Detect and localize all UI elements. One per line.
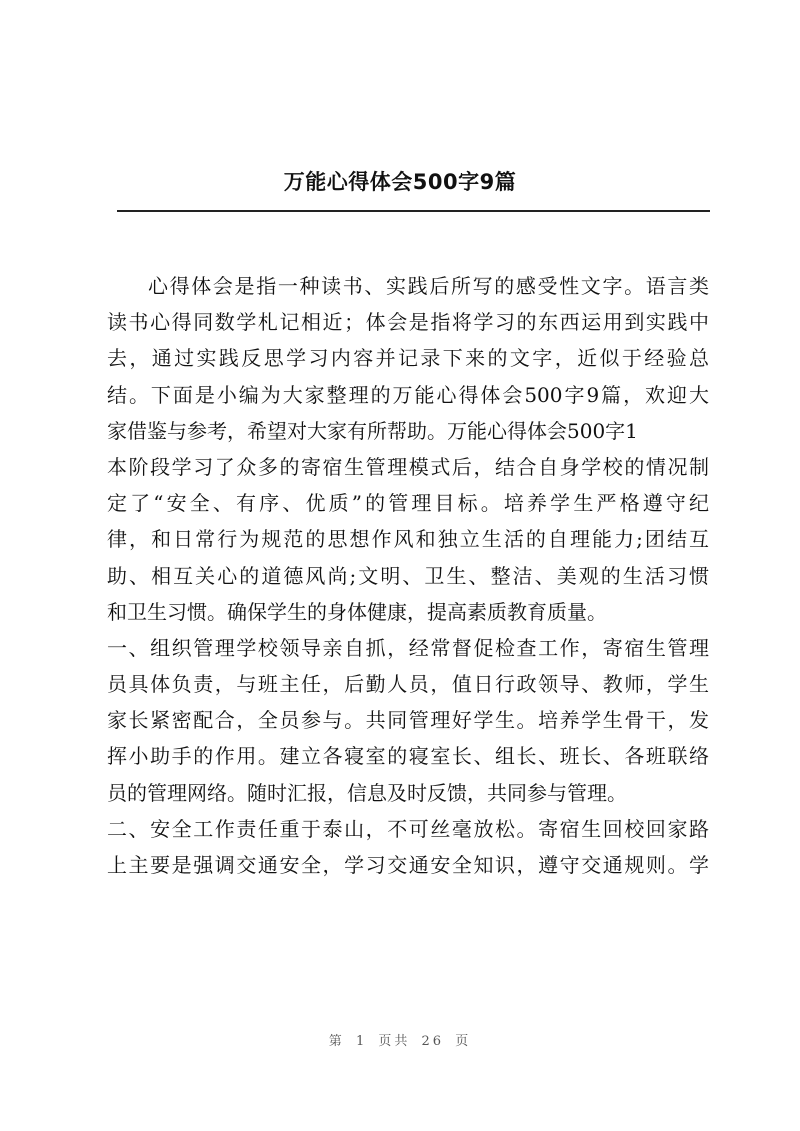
footer-label-of: 页共 bbox=[378, 1034, 411, 1049]
paragraph-line: 定了“安全、有序、优质”的管理目标。培养学生严格遵守纪 bbox=[107, 491, 709, 516]
paragraph-line: 员的管理网络。随时汇报，信息及时反馈，共同参与管理。 bbox=[107, 780, 627, 805]
total-pages: 26 bbox=[421, 1034, 445, 1049]
paragraph-line: 律，和日常行为规范的思想作风和独立生活的自理能力;团结互 bbox=[107, 527, 709, 552]
paragraph-line: 家借鉴与参考，希望对大家有所帮助。万能心得体会500字1 bbox=[107, 418, 638, 443]
paragraph-line: 读书心得同数学札记相近；体会是指将学习的东西运用到实践中 bbox=[107, 310, 709, 335]
page-footer bbox=[0, 1030, 800, 1049]
paragraph-line: 和卫生习惯。确保学生的身体健康，提高素质教育质量。 bbox=[107, 599, 607, 624]
footer-label-pages: 页 bbox=[455, 1034, 472, 1049]
paragraph-line: 去，通过实践反思学习内容并记录下来的文字，近似于经验总 bbox=[107, 346, 709, 371]
paragraph-line: 心得体会是指一种读书、实践后所写的感受性文字。语言类 bbox=[148, 274, 709, 298]
paragraph-line: 助、相互关心的道德风尚;文明、卫生、整洁、美观的生活习惯 bbox=[107, 563, 709, 588]
paragraph-line: 本阶段学习了众多的寄宿生管理模式后，结合自身学校的情况制 bbox=[107, 454, 709, 479]
paragraph-line: 员具体负责，与班主任，后勤人员，值日行政领导、教师，学生 bbox=[107, 672, 709, 697]
paragraph-line: 挥小助手的作用。建立各寝室的寝室长、组长、班长、各班联络 bbox=[107, 744, 709, 769]
page-number: 1 bbox=[355, 1034, 368, 1049]
footer-label-page: 第 bbox=[328, 1034, 345, 1049]
paragraph-line: 一、组织管理学校领导亲自抓，经常督促检查工作，寄宿生管理 bbox=[107, 635, 709, 660]
paragraph-line: 结。下面是小编为大家整理的万能心得体会500字9篇，欢迎大 bbox=[107, 382, 709, 407]
paragraph-line: 上主要是强调交通安全，学习交通安全知识，遵守交通规则。学 bbox=[107, 853, 709, 877]
title-divider bbox=[117, 210, 710, 212]
paragraph-line: 家长紧密配合，全员参与。共同管理好学生。培养学生骨干，发 bbox=[107, 708, 709, 733]
document-body bbox=[107, 268, 709, 883]
page-title: 万能心得体会500字9篇 bbox=[283, 170, 517, 194]
paragraph-line: 二、安全工作责任重于泰山，不可丝毫放松。寄宿生回校回家路 bbox=[107, 816, 709, 841]
